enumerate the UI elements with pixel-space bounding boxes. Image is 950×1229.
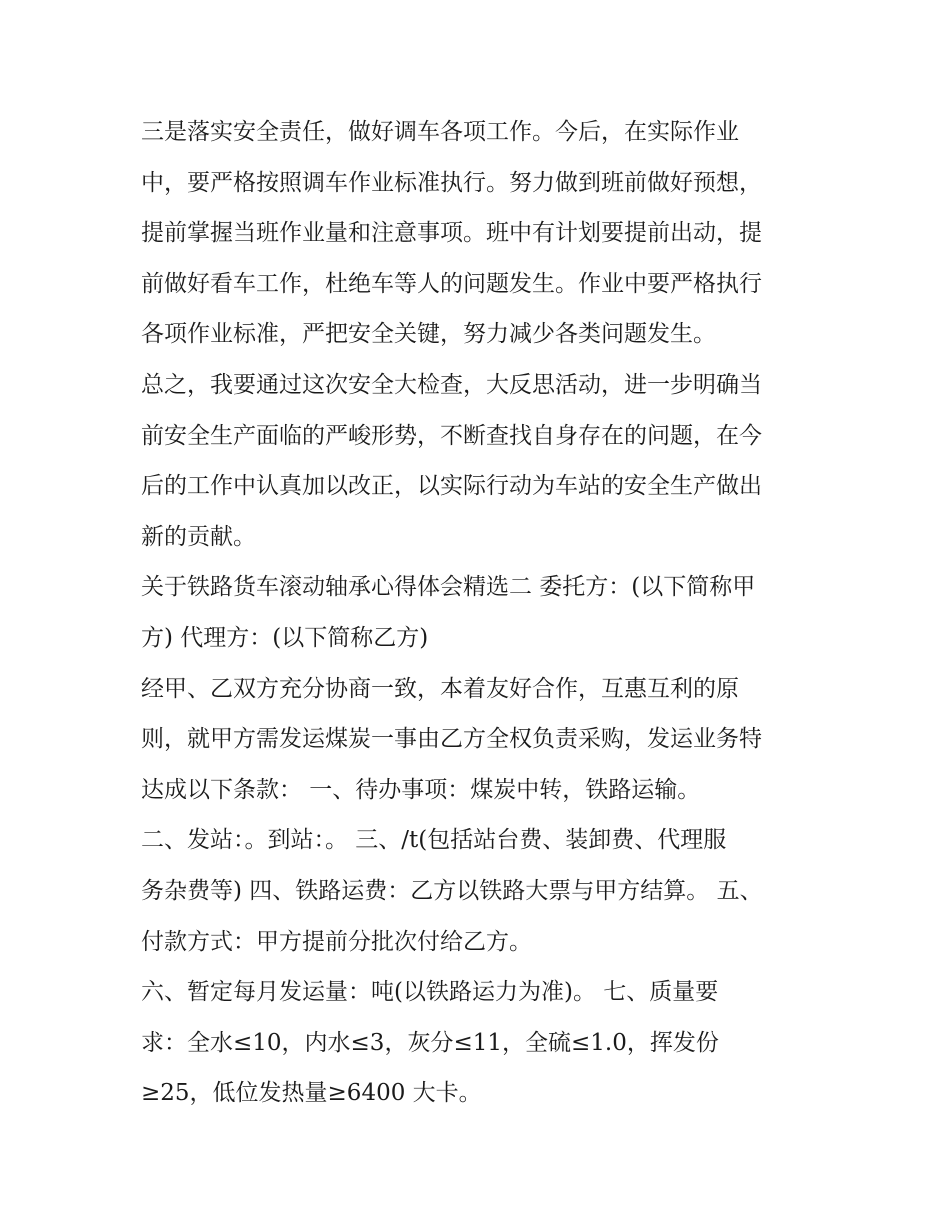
text-line: 务杂费等) 四、铁路运费：乙方以铁路大票与甲方结算。 五、 xyxy=(141,877,763,904)
document-body xyxy=(141,107,821,1119)
text-line: 前做好看车工作，杜绝车等人的问题发生。作业中要严格执行 xyxy=(141,270,762,297)
text-line: 达成以下条款： 一、待办事项：煤炭中转，铁路运输。 xyxy=(141,776,701,803)
text-line: 求：全水≤10，内水≤3，灰分≤11，全硫≤1.0，挥发份 xyxy=(141,1029,719,1056)
text-line: 二、发站：。到站：。 三、/t(包括站台费、装卸费、代理服 xyxy=(141,827,727,854)
text-line: 各项作业标准，严把安全关键，努力减少各类问题发生。 xyxy=(141,321,716,348)
text-line: 关于铁路货车滚动轴承心得体会精选二 委托方：(以下简称甲 xyxy=(141,574,756,601)
text-line: 则，就甲方需发运煤炭一事由乙方全权负责采购，发运业务特 xyxy=(141,726,762,753)
text-line: 三是落实安全责任，做好调车各项工作。今后，在实际作业 xyxy=(141,119,739,145)
text-line: 前安全生产面临的严峻形势，不断查找自身存在的问题，在今 xyxy=(141,422,762,449)
text-line: 中，要严格按照调车作业标准执行。努力做到班前做好预想， xyxy=(141,169,762,196)
text-line: 方) 代理方：(以下简称乙方) xyxy=(141,624,429,651)
text-line: 后的工作中认真加以改正，以实际行动为车站的安全生产做出 xyxy=(141,473,762,500)
text-line: 经甲、乙双方充分协商一致，本着友好合作，互惠互利的原 xyxy=(141,675,739,702)
text-line: 新的贡献。 xyxy=(141,523,256,550)
text-line: 提前掌握当班作业量和注意事项。班中有计划要提前出动，提 xyxy=(141,220,762,247)
text-line: ≥25，低位发热量≥6400 大卡。 xyxy=(141,1080,482,1107)
text-line: 六、暂定每月发运量：吨(以铁路运力为准)。 七、质量要 xyxy=(141,979,719,1006)
text-line: 总之，我要通过这次安全大检查，大反思活动，进一步明确当 xyxy=(141,371,762,398)
text-line: 付款方式：甲方提前分批次付给乙方。 xyxy=(141,928,532,955)
